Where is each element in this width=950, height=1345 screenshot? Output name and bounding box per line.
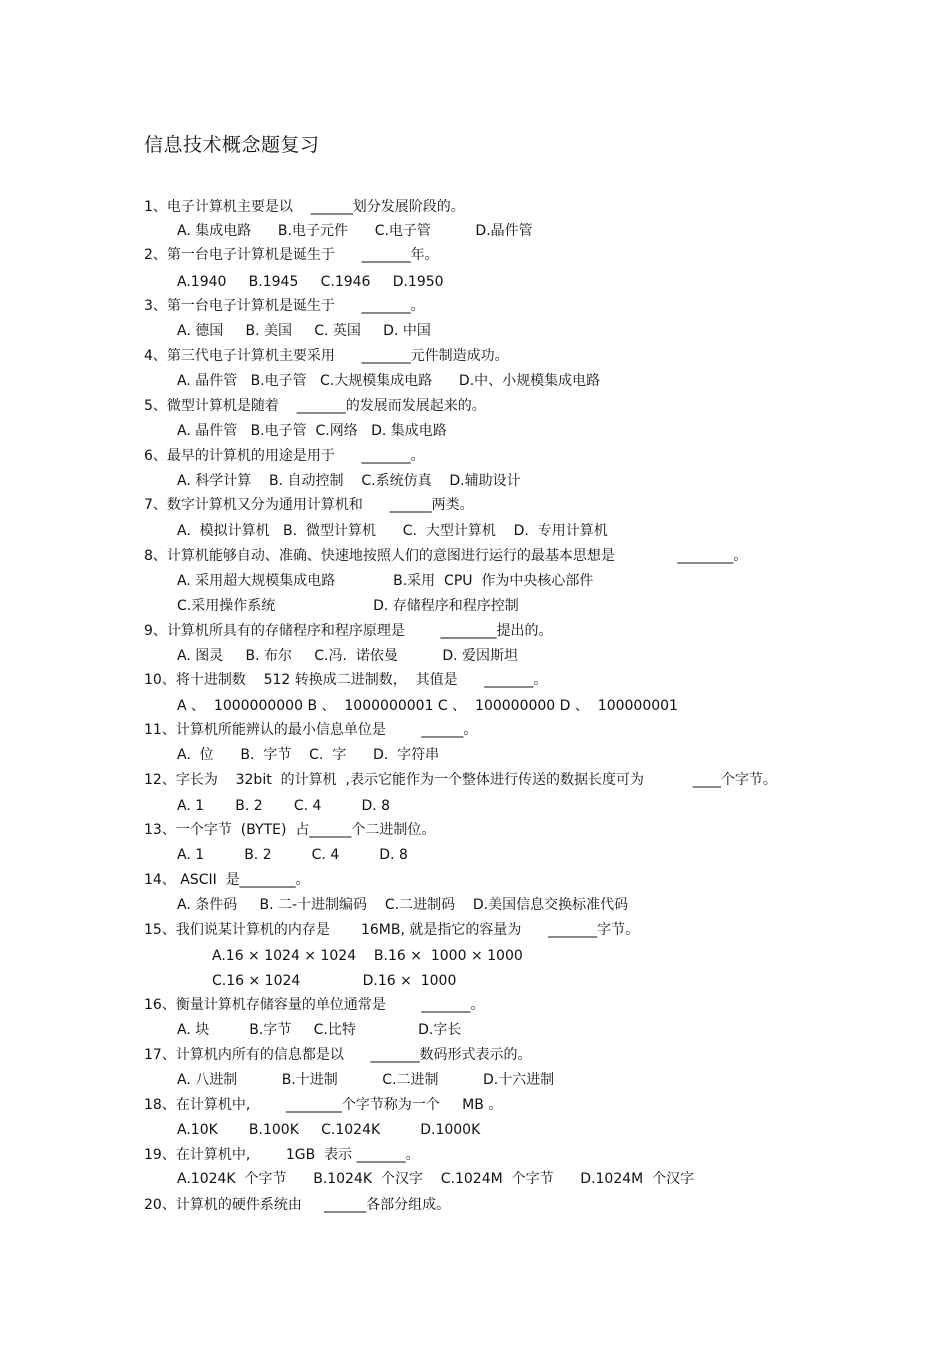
question-line: 1、电子计算机主要是以 ______划分发展阶段的。: [144, 199, 465, 215]
question-line: 5、微型计算机是随着 _______的发展而发展起来的。: [144, 398, 486, 414]
option-line: A. 条件码 B. 二-十进制编码 C.二进制码 D.美国信息交换标准代码: [177, 897, 629, 913]
question-line: 4、第三代电子计算机主要采用 _______元件制造成功。: [144, 348, 509, 364]
question-line: 8、计算机能够自动、准确、快速地按照人们的意图进行运行的最基本思想是 ________。: [144, 548, 748, 564]
option-line: A. 集成电路 B.电子元件 C.电子管 D.晶件管: [177, 223, 533, 239]
option-line: C.采用操作系统 D. 存储程序和程序控制: [177, 598, 519, 614]
option-line: A. 德国 B. 美国 C. 英国 D. 中国: [177, 323, 431, 339]
question-line: 10、将十进制数 512 转换成二进制数， 其值是 _______。: [144, 672, 548, 688]
option-line: A.1940 B.1945 C.1946 D.1950: [177, 274, 444, 290]
option-line: A.10K B.100K C.1024K D.1000K: [177, 1122, 481, 1138]
question-line: 2、第一台电子计算机是诞生于 _______年。: [144, 247, 439, 263]
question-line: 18、在计算机中, ________个字节称为一个 MB 。: [144, 1097, 503, 1113]
question-line: 17、计算机内所有的信息都是以 _______数码形式表示的。: [144, 1047, 532, 1063]
option-line: A. 图灵 B. 布尔 C.冯. 诺依曼 D. 爱因斯坦: [177, 648, 518, 664]
question-line: 19、在计算机中, 1GB 表示 _______。: [144, 1147, 420, 1163]
option-line: A.1024K 个字节 B.1024K 个汉字 C.1024M 个字节 D.1024M 个汉字: [177, 1171, 695, 1187]
option-line: A. 科学计算 B. 自动控制 C.系统仿真 D.辅助设计: [177, 473, 521, 489]
question-line: 20、计算机的硬件系统由 ______各部分组成。: [144, 1197, 451, 1213]
option-line: A 、 1000000000 B 、 1000000001 C 、 100000000 D 、 100000001: [177, 698, 678, 714]
question-line: 15、我们说某计算机的内存是 16MB, 就是指它的容量为 _______字节。: [144, 922, 640, 938]
question-line: 6、最早的计算机的用途是用于 _______。: [144, 448, 425, 464]
page-title: 信息技术概念题复习: [144, 134, 320, 156]
question-line: 13、一个字节 (BYTE) 占______个二进制位。: [144, 822, 436, 838]
option-line: A. 1 B. 2 C. 4 D. 8: [177, 798, 391, 814]
question-line: 9、计算机所具有的存储程序和程序原理是 ________提出的。: [144, 623, 553, 639]
option-line: A. 晶件管 B.电子管 C.大规模集成电路 D.中、小规模集成电路: [177, 373, 601, 389]
question-line: 12、字长为 32bit 的计算机 ,表示它能作为一个整体进行传送的数据长度可为 ____个字节。: [144, 772, 777, 788]
option-line: A. 晶件管 B.电子管 C.网络 D. 集成电路: [177, 423, 447, 439]
option-line: A. 1 B. 2 C. 4 D. 8: [177, 847, 408, 863]
option-line: A. 八进制 B.十进制 C.二进制 D.十六进制: [177, 1072, 555, 1088]
option-line: A.16 × 1024 × 1024 B.16 × 1000 × 1000: [212, 948, 523, 964]
question-line: 7、数字计算机又分为通用计算机和 ______两类。: [144, 497, 474, 513]
question-line: 14、 ASCII 是________。: [144, 872, 310, 888]
option-line: A. 采用超大规模集成电路 B.采用 CPU 作为中央核心部件: [177, 573, 594, 589]
question-line: 16、衡量计算机存储容量的单位通常是 _______。: [144, 997, 485, 1013]
option-line: A. 位 B. 字节 C. 字 D. 字符串: [177, 747, 440, 763]
option-line: C.16 × 1024 D.16 × 1000: [212, 973, 457, 989]
question-line: 11、计算机所能辨认的最小信息单位是 ______。: [144, 722, 478, 738]
option-line: A. 块 B.字节 C.比特 D.字长: [177, 1022, 462, 1038]
option-line: A. 模拟计算机 B. 微型计算机 C. 大型计算机 D. 专用计算机: [177, 523, 608, 539]
question-line: 3、第一台电子计算机是诞生于 _______。: [144, 298, 425, 314]
